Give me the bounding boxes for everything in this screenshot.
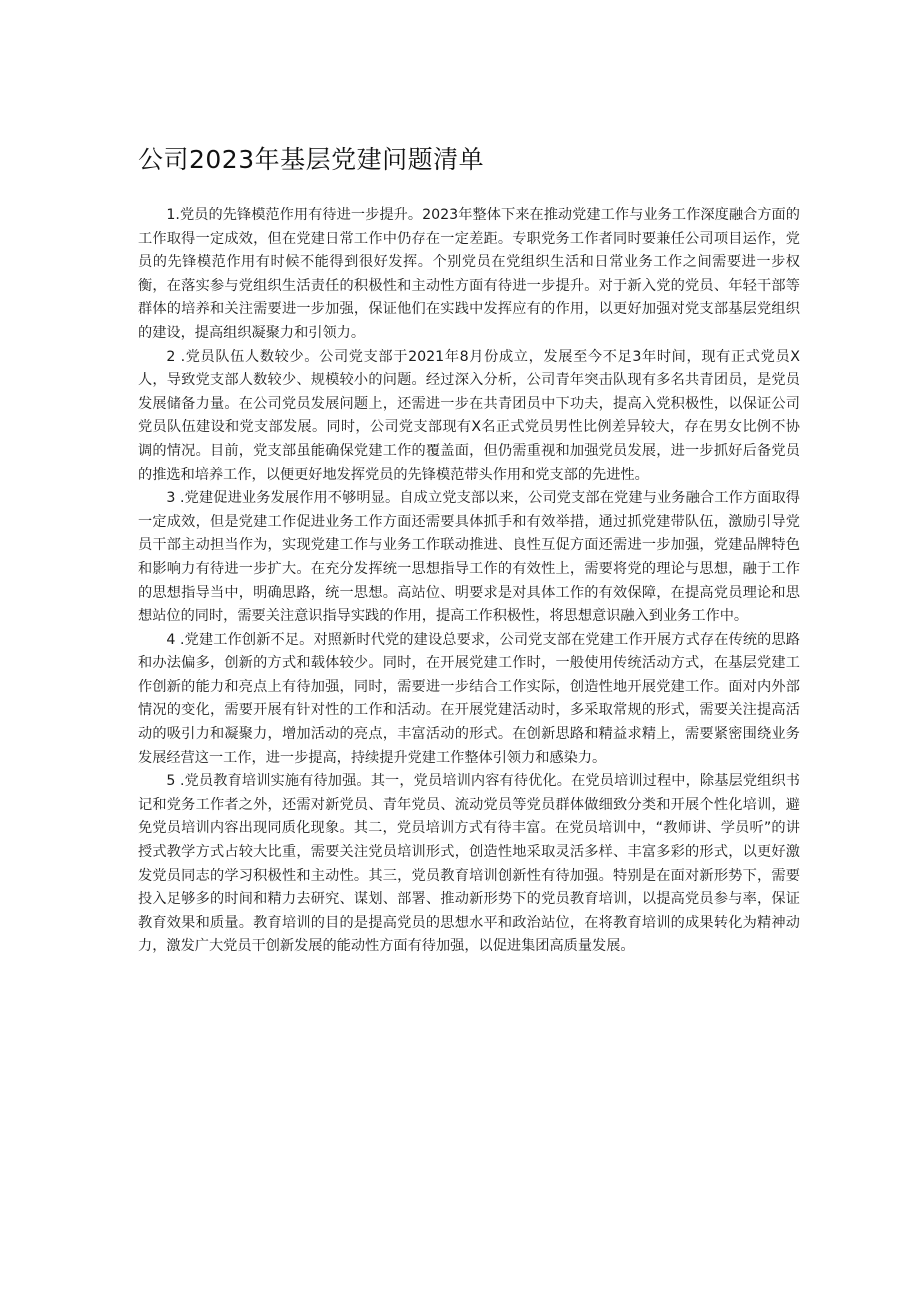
paragraph-1: 1.党员的先锋模范作用有待进一步提升。2023年整体下来在推动党建工作与业务工作深度融合方面的工作取得一定成效，但在党建日常工作中仍存在一定差距。专职党务工作者同时要兼任公司项目运作，党员的先锋模范作用有时候不能得到很好发挥。个别党员在党组织生活和日常业务工作之间需要进一步权衡，在落实参与党组织生活责任的积极性和主动性方面有待进一步提升。对于新入党的党员、年轻干部等群体的培养和关注需要进一步加强，保证他们在实践中发挥应有的作用，以更好加强对党支部基层党组织的建设，提高组织凝聚力和引领力。 xyxy=(138,207,800,341)
paragraph-2: 2 .党员队伍人数较少。公司党支部于2021年8月份成立，发展至今不足3年时间，现有正式党员X人，导致党支部人数较少、规模较小的问题。经过深入分析，公司青年突击队现有多名共青团员，是党员发展储备力量。在公司党员发展问题上，还需进一步在共青团员中下功夫，提高入党积极性，以保证公司党员队伍建设和党支部发展。同时，公司党支部现有X名正式党员男性比例差异较大，存在男女比例不协调的情况。目前，党支部虽能确保党建工作的覆盖面，但仍需重视和加强党员发展，进一步抓好后备党员的推选和培养工作，以便更好地发挥党员的先锋模范带头作用和党支部的先进性。 xyxy=(138,348,800,483)
paragraph-4: 4 .党建工作创新不足。对照新时代党的建设总要求，公司党支部在党建工作开展方式存在传统的思路和办法偏多，创新的方式和载体较少。同时，在开展党建工作时，一般使用传统活动方式，在基层党建工作创新的能力和亮点上有待加强，同时，需要进一步结合工作实际，创造性地开展党建工作。面对内外部情况的变化，需要开展有针对性的工作和活动。在开展党建活动时，多采取常规的形式，需要关注提高活动的吸引力和凝聚力，增加活动的亮点，丰富活动的形式。在创新思路和精益求精上，需要紧密围绕业务发展经营这一工作，进一步提高，持续提升党建工作整体引领力和感染力。 xyxy=(138,631,800,766)
paragraph-3: 3 .党建促进业务发展作用不够明显。自成立党支部以来，公司党支部在党建与业务融合工作方面取得一定成效，但是党建工作促进业务工作方面还需要具体抓手和有效举措，通过抓党建带队伍，激励引导党员干部主动担当作为，实现党建工作与业务工作联动推进、良性互促方面还需进一步加强，党建品牌特色和影响力有待进一步扩大。在充分发挥统一思想指导工作的有效性上，需要将党的理论与思想，融于工作的思想指导当中，明确思路，统一思想。高站位、明要求是对具体工作的有效保障，在提高党员理论和思想站位的同时，需要关注意识指导实践的作用，提高工作积极性，将思想意识融入到业务工作中。 xyxy=(138,490,800,625)
document-page xyxy=(138,140,800,959)
document-title: 公司2023年基层党建问题清单 xyxy=(138,145,485,174)
paragraph-5: 5 .党员教育培训实施有待加强。其一，党员培训内容有待优化。在党员培训过程中，除基层党组织书记和党务工作者之外，还需对新党员、青年党员、流动党员等党员群体做细致分类和开展个性化培训，避免党员培训内容出现同质化现象。其二，党员培训方式有待丰富。在党员培训中，“教师讲、学员听”的讲授式教学方式占较大比重，需要关注党员培训形式，创造性地采取灵活多样、丰富多彩的形式，以更好激发党员同志的学习积极性和主动性。其三，党员教育培训创新性有待加强。特别是在面对新形势下，需要投入足够多的时间和精力去研究、谋划、部署、推动新形势下的党员教育培训，以提高党员参与率，保证教育效果和质量。教育培训的目的是提高党员的思想水平和政治站位，在将教育培训的成果转化为精神动力，激发广大党员干创新发展的能动性方面有待加强，以促进集团高质量发展。 xyxy=(138,773,800,955)
